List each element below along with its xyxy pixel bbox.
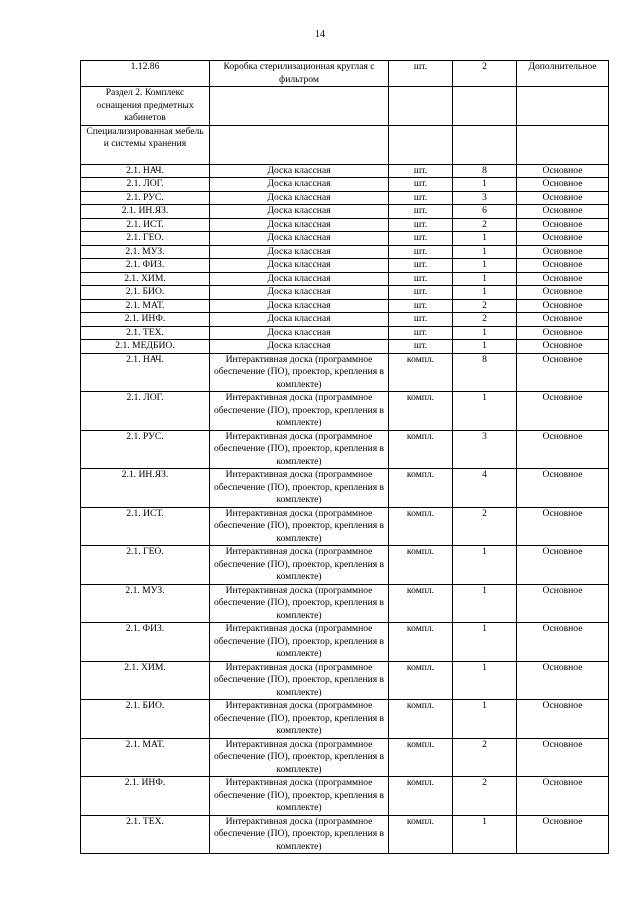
qty-cell <box>453 125 517 164</box>
table-row <box>81 272 609 286</box>
qty-cell: 1 <box>453 623 517 662</box>
table-row <box>81 584 609 623</box>
unit-cell: шт. <box>389 313 453 327</box>
table-row <box>81 507 609 546</box>
table-row <box>81 469 609 508</box>
unit-cell: шт. <box>389 191 453 205</box>
table-row <box>81 125 609 164</box>
type-cell: Основное <box>517 164 609 178</box>
table-row <box>81 259 609 273</box>
name-cell: Доска классная <box>210 272 389 286</box>
name-cell: Интерактивная доска (программное обеспечение (ПО), проектор, крепления в комплекте) <box>210 738 389 777</box>
unit-cell: компл. <box>389 392 453 431</box>
qty-cell: 2 <box>453 299 517 313</box>
type-cell: Основное <box>517 178 609 192</box>
unit-cell: шт. <box>389 218 453 232</box>
unit-cell: шт. <box>389 61 453 87</box>
table-row <box>81 700 609 739</box>
qty-cell: 1 <box>453 661 517 700</box>
qty-cell: 1 <box>453 178 517 192</box>
type-cell: Основное <box>517 430 609 469</box>
type-cell <box>517 87 609 126</box>
name-cell: Интерактивная доска (программное обеспечение (ПО), проектор, крепления в комплекте) <box>210 392 389 431</box>
type-cell: Основное <box>517 469 609 508</box>
unit-cell: компл. <box>389 430 453 469</box>
code-cell: 2.1. ЛОГ. <box>81 392 210 431</box>
qty-cell: 1 <box>453 700 517 739</box>
unit-cell: компл. <box>389 584 453 623</box>
name-cell: Доска классная <box>210 326 389 340</box>
name-cell: Интерактивная доска (программное обеспечение (ПО), проектор, крепления в комплекте) <box>210 353 389 392</box>
qty-cell: 1 <box>453 340 517 354</box>
table-row <box>81 191 609 205</box>
table-row <box>81 218 609 232</box>
name-cell: Доска классная <box>210 191 389 205</box>
code-cell: 2.1. ХИМ. <box>81 272 210 286</box>
type-cell: Основное <box>517 661 609 700</box>
unit-cell: компл. <box>389 353 453 392</box>
qty-cell: 2 <box>453 61 517 87</box>
qty-cell: 1 <box>453 546 517 585</box>
unit-cell: компл. <box>389 815 453 854</box>
code-cell: 2.1. ИСТ. <box>81 218 210 232</box>
unit-cell: шт. <box>389 272 453 286</box>
name-cell: Интерактивная доска (программное обеспечение (ПО), проектор, крепления в комплекте) <box>210 700 389 739</box>
unit-cell: компл. <box>389 777 453 816</box>
qty-cell: 1 <box>453 272 517 286</box>
code-cell: 2.1. ИНФ. <box>81 313 210 327</box>
unit-cell: шт. <box>389 205 453 219</box>
name-cell: Интерактивная доска (программное обеспечение (ПО), проектор, крепления в комплекте) <box>210 507 389 546</box>
table-row <box>81 87 609 126</box>
code-cell: 2.1. МАТ. <box>81 299 210 313</box>
table-row <box>81 546 609 585</box>
type-cell: Основное <box>517 584 609 623</box>
unit-cell: шт. <box>389 340 453 354</box>
qty-cell: 1 <box>453 286 517 300</box>
table-row <box>81 326 609 340</box>
type-cell: Дополнительное <box>517 61 609 87</box>
name-cell: Доска классная <box>210 164 389 178</box>
type-cell <box>517 125 609 164</box>
type-cell: Основное <box>517 738 609 777</box>
name-cell: Коробка стерилизационная круглая с фильтром <box>210 61 389 87</box>
code-cell: 2.1. РУС. <box>81 430 210 469</box>
code-cell: 1.12.86 <box>81 61 210 87</box>
type-cell: Основное <box>517 623 609 662</box>
name-cell: Доска классная <box>210 299 389 313</box>
code-cell: 2.1. ИНФ. <box>81 777 210 816</box>
type-cell: Основное <box>517 191 609 205</box>
name-cell: Интерактивная доска (программное обеспечение (ПО), проектор, крепления в комплекте) <box>210 815 389 854</box>
type-cell: Основное <box>517 392 609 431</box>
type-cell: Основное <box>517 299 609 313</box>
unit-cell: шт. <box>389 178 453 192</box>
code-cell: 2.1. ТЕХ. <box>81 326 210 340</box>
type-cell: Основное <box>517 326 609 340</box>
type-cell: Основное <box>517 272 609 286</box>
qty-cell: 6 <box>453 205 517 219</box>
name-cell: Доска классная <box>210 205 389 219</box>
qty-cell: 2 <box>453 738 517 777</box>
type-cell: Основное <box>517 313 609 327</box>
code-cell: 2.1. ТЕХ. <box>81 815 210 854</box>
type-cell: Основное <box>517 205 609 219</box>
type-cell: Основное <box>517 353 609 392</box>
table-row <box>81 340 609 354</box>
unit-cell: шт. <box>389 259 453 273</box>
name-cell: Интерактивная доска (программное обеспечение (ПО), проектор, крепления в комплекте) <box>210 546 389 585</box>
table-row <box>81 815 609 854</box>
type-cell: Основное <box>517 340 609 354</box>
table-row <box>81 205 609 219</box>
unit-cell: компл. <box>389 738 453 777</box>
name-cell <box>210 125 389 164</box>
qty-cell: 1 <box>453 815 517 854</box>
table-row <box>81 245 609 259</box>
table-row <box>81 392 609 431</box>
qty-cell: 1 <box>453 326 517 340</box>
qty-cell: 1 <box>453 584 517 623</box>
qty-cell <box>453 87 517 126</box>
unit-cell <box>389 87 453 126</box>
qty-cell: 1 <box>453 259 517 273</box>
unit-cell: шт. <box>389 326 453 340</box>
name-cell: Доска классная <box>210 232 389 246</box>
code-cell: 2.1. МАТ. <box>81 738 210 777</box>
table-row <box>81 661 609 700</box>
code-cell: 2.1. ФИЗ. <box>81 623 210 662</box>
qty-cell: 1 <box>453 245 517 259</box>
qty-cell: 2 <box>453 313 517 327</box>
type-cell: Основное <box>517 507 609 546</box>
table-row <box>81 178 609 192</box>
name-cell: Доска классная <box>210 178 389 192</box>
name-cell: Интерактивная доска (программное обеспечение (ПО), проектор, крепления в комплекте) <box>210 661 389 700</box>
type-cell: Основное <box>517 777 609 816</box>
qty-cell: 3 <box>453 430 517 469</box>
qty-cell: 1 <box>453 232 517 246</box>
type-cell: Основное <box>517 259 609 273</box>
table-row <box>81 299 609 313</box>
name-cell: Интерактивная доска (программное обеспечение (ПО), проектор, крепления в комплекте) <box>210 469 389 508</box>
unit-cell: компл. <box>389 623 453 662</box>
code-cell: 2.1. НАЧ. <box>81 164 210 178</box>
unit-cell <box>389 125 453 164</box>
type-cell: Основное <box>517 245 609 259</box>
qty-cell: 2 <box>453 507 517 546</box>
unit-cell: шт. <box>389 299 453 313</box>
type-cell: Основное <box>517 700 609 739</box>
qty-cell: 8 <box>453 353 517 392</box>
name-cell: Интерактивная доска (программное обеспечение (ПО), проектор, крепления в комплекте) <box>210 584 389 623</box>
code-cell: 2.1. ИСТ. <box>81 507 210 546</box>
code-cell: 2.1. ИН.ЯЗ. <box>81 469 210 508</box>
type-cell: Основное <box>517 815 609 854</box>
name-cell: Интерактивная доска (программное обеспечение (ПО), проектор, крепления в комплекте) <box>210 777 389 816</box>
unit-cell: компл. <box>389 700 453 739</box>
unit-cell: компл. <box>389 469 453 508</box>
code-cell: 2.1. БИО. <box>81 700 210 739</box>
code-cell: 2.1. БИО. <box>81 286 210 300</box>
table-row <box>81 777 609 816</box>
unit-cell: компл. <box>389 661 453 700</box>
table-row <box>81 353 609 392</box>
qty-cell: 1 <box>453 392 517 431</box>
unit-cell: шт. <box>389 164 453 178</box>
table-row <box>81 164 609 178</box>
name-cell: Интерактивная доска (программное обеспечение (ПО), проектор, крепления в комплекте) <box>210 623 389 662</box>
unit-cell: шт. <box>389 245 453 259</box>
code-cell: 2.1. НАЧ. <box>81 353 210 392</box>
code-cell: 2.1. ЛОГ. <box>81 178 210 192</box>
table-row <box>81 313 609 327</box>
code-cell: 2.1. РУС. <box>81 191 210 205</box>
qty-cell: 2 <box>453 777 517 816</box>
code-cell: 2.1. ХИМ. <box>81 661 210 700</box>
qty-cell: 2 <box>453 218 517 232</box>
name-cell: Доска классная <box>210 259 389 273</box>
table-row <box>81 286 609 300</box>
type-cell: Основное <box>517 286 609 300</box>
code-cell: 2.1. ФИЗ. <box>81 259 210 273</box>
table-row <box>81 738 609 777</box>
type-cell: Основное <box>517 546 609 585</box>
name-cell: Доска классная <box>210 245 389 259</box>
code-cell: 2.1. МЕДБИО. <box>81 340 210 354</box>
qty-cell: 4 <box>453 469 517 508</box>
qty-cell: 8 <box>453 164 517 178</box>
code-cell: 2.1. ИН.ЯЗ. <box>81 205 210 219</box>
table-row <box>81 61 609 87</box>
code-cell: 2.1. ГЕО. <box>81 546 210 585</box>
name-cell: Интерактивная доска (программное обеспечение (ПО), проектор, крепления в комплекте) <box>210 430 389 469</box>
name-cell: Доска классная <box>210 340 389 354</box>
qty-cell: 3 <box>453 191 517 205</box>
code-cell: 2.1. МУЗ. <box>81 245 210 259</box>
table-row <box>81 430 609 469</box>
code-cell: 2.1. МУЗ. <box>81 584 210 623</box>
page-number: 14 <box>315 29 325 40</box>
unit-cell: шт. <box>389 232 453 246</box>
unit-cell: компл. <box>389 507 453 546</box>
name-cell: Доска классная <box>210 218 389 232</box>
table-row <box>81 232 609 246</box>
unit-cell: компл. <box>389 546 453 585</box>
name-cell: Доска классная <box>210 313 389 327</box>
code-cell: Раздел 2. Комплекс оснащения предметных кабинетов <box>81 87 210 126</box>
name-cell <box>210 87 389 126</box>
table-row <box>81 623 609 662</box>
code-cell: Специализированная мебель и системы хранения <box>81 125 210 164</box>
type-cell: Основное <box>517 218 609 232</box>
unit-cell: шт. <box>389 286 453 300</box>
type-cell: Основное <box>517 232 609 246</box>
code-cell: 2.1. ГЕО. <box>81 232 210 246</box>
equipment-table <box>80 60 609 854</box>
name-cell: Доска классная <box>210 286 389 300</box>
